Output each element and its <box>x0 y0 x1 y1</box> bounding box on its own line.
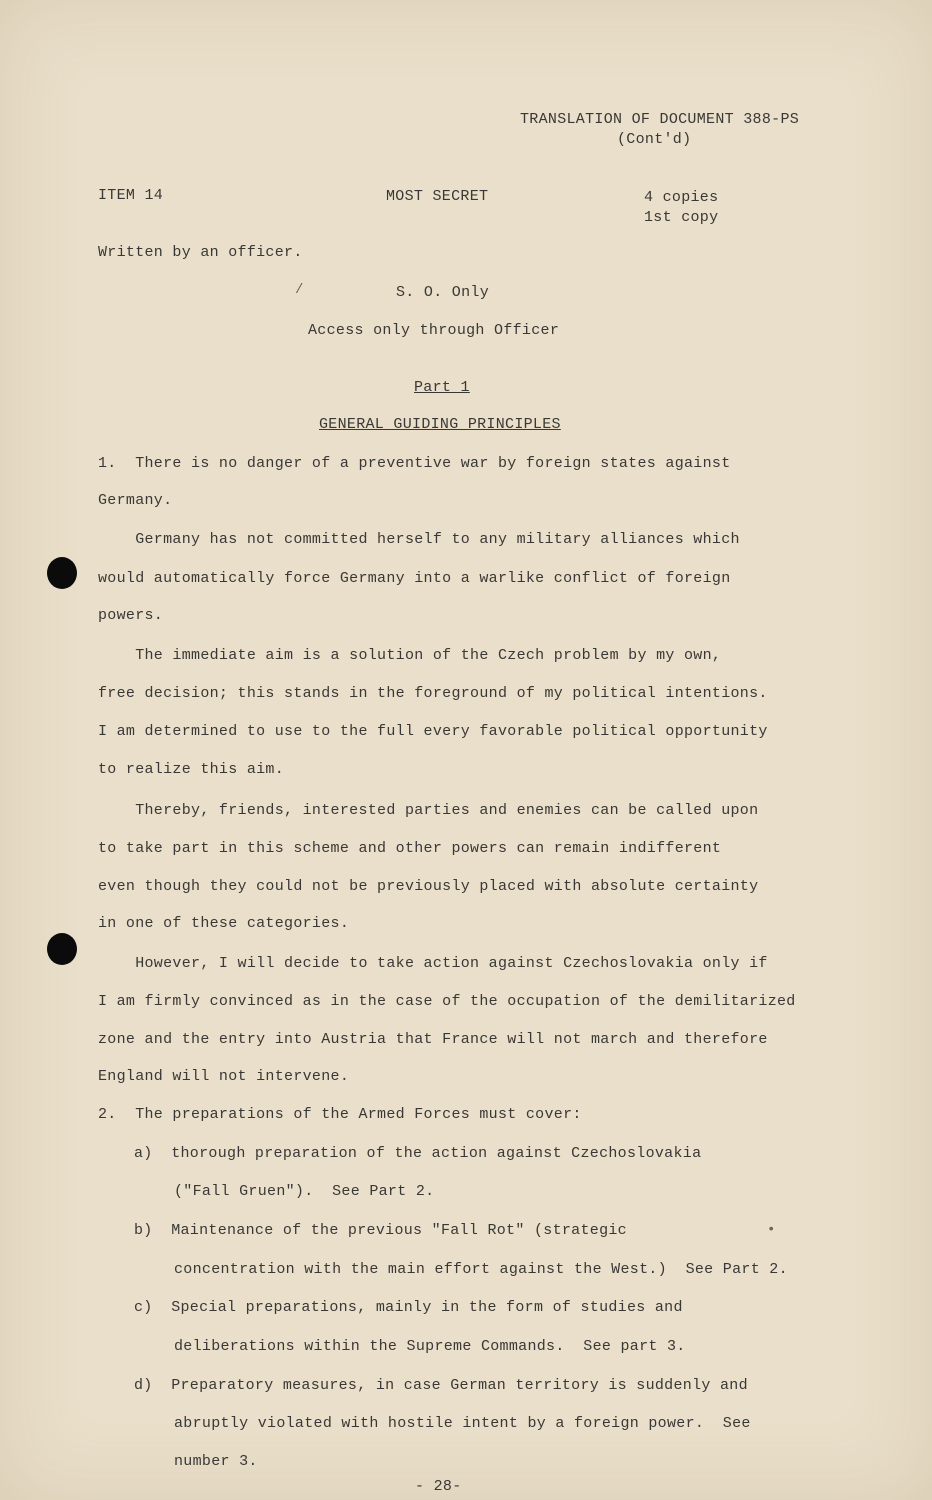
copy-number: 1st copy <box>644 209 719 226</box>
body-line: However, I will decide to take action against Czechoslovakia only if <box>98 955 768 972</box>
continued-note: (Cont'd) <box>617 131 692 148</box>
part-heading: Part 1 <box>414 379 470 396</box>
punch-hole <box>47 933 77 965</box>
list-line: b) Maintenance of the previous "Fall Rot" (strategic <box>134 1222 627 1239</box>
body-line: I am determined to use to the full every favorable political opportunity <box>98 723 768 740</box>
body-line: powers. <box>98 607 164 624</box>
punch-hole <box>47 557 77 589</box>
page-number: - 28- <box>415 1478 462 1495</box>
body-line: The immediate aim is a solution of the Czech problem by my own, <box>98 647 722 664</box>
body-line: even though they could not be previously placed with absolute certainty <box>98 878 759 895</box>
body-line: Germany. <box>98 492 173 509</box>
body-line: in one of these categories. <box>98 915 350 932</box>
list-line: c) Special preparations, mainly in the form of studies and <box>134 1299 683 1316</box>
body-line: 1. There is no danger of a preventive war by foreign states against <box>98 455 731 472</box>
body-line: free decision; this stands in the foreground of my political intentions. <box>98 685 768 702</box>
section-title: GENERAL GUIDING PRINCIPLES <box>319 416 561 433</box>
list-line: a) thorough preparation of the action against Czechoslovakia <box>134 1145 702 1162</box>
body-line: would automatically force Germany into a warlike conflict of foreign <box>98 570 731 587</box>
list-line: abruptly violated with hostile intent by a foreign power. See <box>174 1415 751 1432</box>
copies-count: 4 copies <box>644 189 719 206</box>
access-note: Access only through Officer <box>308 322 560 339</box>
body-line: zone and the entry into Austria that France will not march and therefore <box>98 1031 768 1048</box>
so-only: S. O. Only <box>396 284 490 301</box>
list-line: deliberations within the Supreme Commands. See part 3. <box>174 1338 686 1355</box>
list-line: number 3. <box>174 1453 258 1470</box>
list-line: d) Preparatory measures, in case German territory is suddenly and <box>134 1377 748 1394</box>
item-number: ITEM 14 <box>98 187 164 204</box>
document-title: TRANSLATION OF DOCUMENT 388-PS <box>520 111 800 128</box>
list-line: concentration with the main effort against the West.) See Part 2. <box>174 1261 788 1278</box>
author-note: Written by an officer. <box>98 244 303 261</box>
body-line: England will not intervene. <box>98 1068 350 1085</box>
body-line: to realize this aim. <box>98 761 285 778</box>
body-line: Thereby, friends, interested parties and enemies can be called upon <box>98 802 759 819</box>
body-line: I am firmly convinced as in the case of the occupation of the demilitarized <box>98 993 796 1010</box>
body-line: 2. The preparations of the Armed Forces must cover: <box>98 1106 582 1123</box>
body-line: Germany has not committed herself to any military alliances which <box>98 531 740 548</box>
classification: MOST SECRET <box>386 188 489 205</box>
body-line: to take part in this scheme and other powers can remain indifferent <box>98 840 722 857</box>
list-line: ("Fall Gruen"). See Part 2. <box>174 1183 435 1200</box>
pencil-mark: / <box>295 282 304 298</box>
stray-mark: • <box>767 1222 776 1238</box>
